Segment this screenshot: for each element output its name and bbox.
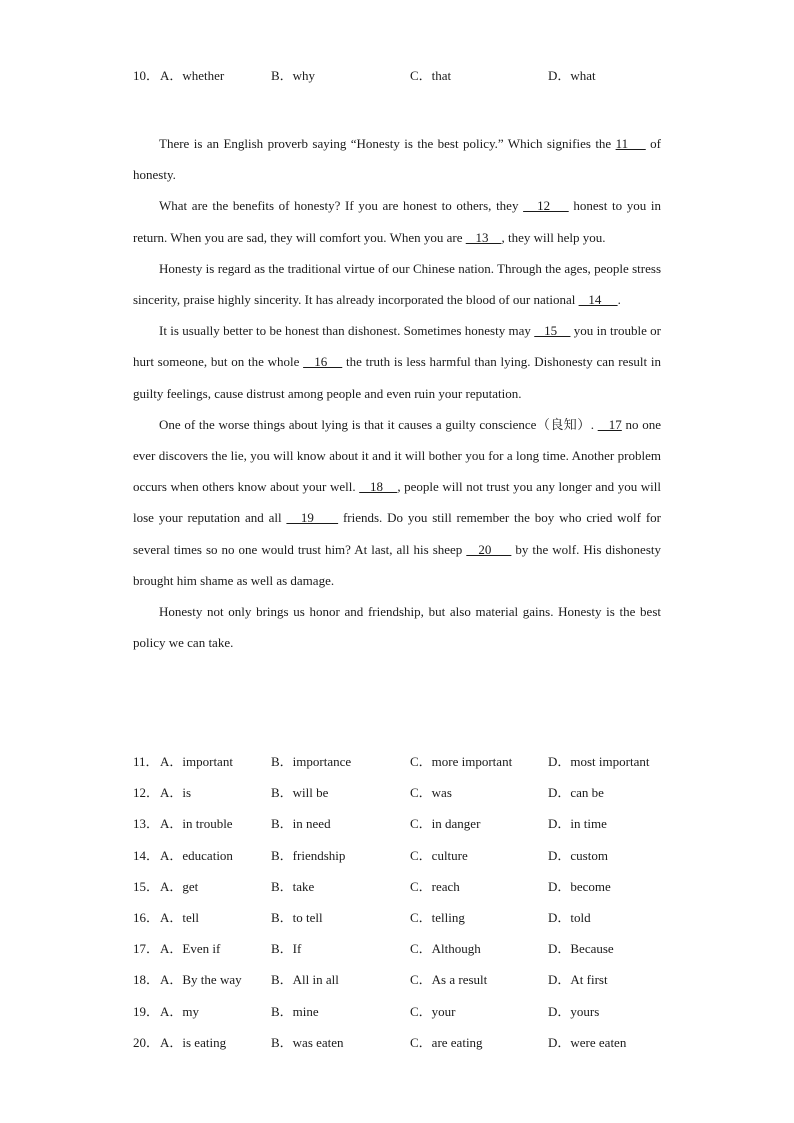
question-number: 13． (133, 816, 160, 831)
paragraph-6: Honesty not only brings us honor and friendship, but also material gains. Honesty is the best policy we can take. (133, 604, 661, 651)
option-a: A．tell (160, 910, 199, 925)
option-b: B．take (271, 879, 315, 894)
option-c: C．was (410, 785, 452, 800)
option-c: C．telling (410, 910, 465, 925)
option-c: C．your (410, 1004, 456, 1019)
option-d: D．custom (548, 848, 608, 863)
option-d: D．told (548, 910, 591, 925)
option-a: A．education (160, 848, 233, 863)
question-number: 10． (133, 68, 160, 83)
option-c: C．more important (410, 754, 513, 769)
paragraph-3: Honesty is regard as the traditional virtue of our Chinese nation. Through the ages, people stress sincerity, praise highly sincerity. It has already incorporated the blood of our national 14 . (133, 260, 661, 308)
blank-16: 16 (303, 354, 343, 370)
option-d: D．can be (548, 785, 604, 800)
question-17 (133, 939, 673, 959)
option-a: A．my (160, 1004, 200, 1019)
cloze-passage (133, 128, 661, 658)
option-b: B．to tell (271, 910, 323, 925)
blank-11: 11 (615, 136, 646, 151)
question-number: 12． (133, 785, 160, 800)
option-a: A．in trouble (160, 816, 233, 831)
blank-12: 12 (523, 198, 569, 214)
option-b: B．mine (271, 1004, 319, 1019)
option-b: B．If (271, 941, 302, 956)
option-c: C．culture (410, 848, 468, 863)
option-c: C．reach (410, 879, 460, 894)
question-18 (133, 970, 673, 990)
option-d: D．At first (548, 972, 608, 987)
question-number: 20． (133, 1035, 160, 1050)
option-b: B．why (271, 68, 316, 83)
option-a: A．get (160, 879, 199, 894)
option-c: C．in danger (410, 816, 481, 831)
blank-17: 17 (597, 416, 622, 432)
option-c: C．Although (410, 941, 481, 956)
question-16 (133, 908, 673, 928)
question-number: 14． (133, 848, 160, 863)
paragraph-4: It is usually better to be honest than dishonest. Sometimes honesty may 15 you in trouble or hurt someone, but on the whole 16 the truth is less harmful than lying. Dishonesty can result in guilty feelings, cause distrust among people and even ruin your reputation. (133, 323, 662, 401)
question-11 (133, 752, 673, 772)
question-number: 11． (133, 754, 159, 769)
option-a: A．is eating (160, 1035, 227, 1050)
option-c: C．As a result (410, 972, 488, 987)
question-20 (133, 1033, 673, 1053)
option-a: A．important (160, 754, 233, 769)
question-number: 19． (133, 1004, 160, 1019)
option-d: D．most important (548, 754, 650, 769)
option-d: D．yours (548, 1004, 600, 1019)
blank-15: 15 (534, 323, 571, 339)
blank-13: 13 (465, 229, 502, 245)
option-b: B．was eaten (271, 1035, 344, 1050)
question-19 (133, 1002, 673, 1022)
question-13 (133, 814, 673, 834)
blank-14: 14 (578, 292, 618, 308)
question-14 (133, 846, 673, 866)
option-b: B．in need (271, 816, 331, 831)
paragraph-2: What are the benefits of honesty? If you are honest to others, they 12 honest to you in return. When you are sad, they will comfort you. When you are 13 , they will help you. (133, 198, 661, 245)
option-d: D．become (548, 879, 611, 894)
paragraph-5: One of the worse things about lying is that it causes a guilty conscience（良知）. 17 no one ever discovers the lie, you will know about it and it will bother you for a long time. Another problem occurs when others know about your well. 18 , people will not trust you any longer and you will lose your reputation and all 19 friends. Do you still remember the boy who cried wolf for several times so no one would trust him? At last, all his sheep 20 by the wolf. His dishonesty brought him shame as well as damage. (133, 416, 662, 588)
option-d: D．Because (548, 941, 614, 956)
blank-19: 19 (286, 510, 339, 526)
question-number: 15． (133, 879, 160, 894)
option-d: D．were eaten (548, 1035, 627, 1050)
option-a: A．Even if (160, 941, 221, 956)
option-d: D．in time (548, 816, 607, 831)
blank-20: 20 (466, 541, 512, 557)
question-12 (133, 783, 673, 803)
option-a: A．By the way (160, 972, 242, 987)
option-a: A．whether (160, 68, 225, 83)
question-10 (133, 66, 673, 86)
option-b: B．will be (271, 785, 329, 800)
question-number: 16． (133, 910, 160, 925)
blank-18: 18 (359, 479, 398, 495)
option-d: D．what (548, 68, 596, 83)
option-b: B．importance (271, 754, 352, 769)
option-b: B．friendship (271, 848, 346, 863)
option-c: C．that (410, 68, 452, 83)
option-b: B．All in all (271, 972, 339, 987)
paragraph-1: There is an English proverb saying “Honesty is the best policy.” Which signifies the 11 of honesty. (133, 136, 661, 183)
question-15 (133, 877, 673, 897)
question-number: 17． (133, 941, 160, 956)
option-a: A．is (160, 785, 192, 800)
option-c: C．are eating (410, 1035, 483, 1050)
question-number: 18． (133, 972, 160, 987)
